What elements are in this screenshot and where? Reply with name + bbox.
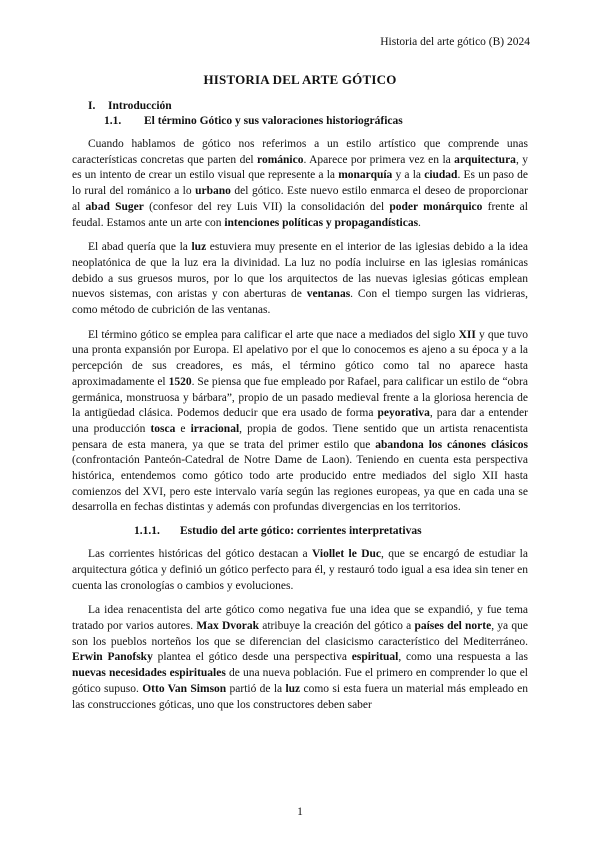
page-number: 1 [297,806,303,818]
section-title: Introducción [108,100,172,112]
section-number: 1.1. [104,115,122,127]
paragraph-5: La idea renacentista del arte gótico como negativa fue una idea que se expandió, y fue tema tratado por varios autores. Max Dvorak atribuye la creación del gótico a países del norte, ya que son los pueblos norteños los que se diferencian del clasicismo característico del Mediterráneo. Erwin Panofsky plantea el gótico desde una perspectiva espiritual, como una respuesta a las nuevas necesidades espirituales de una nueva población. Fue el primero en comprender lo que el gótico supuso. Otto Van Simson partió de la luz como si esta fuera un material más empleado en las construcciones góticas, uno que los constructores deben saber [72,604,529,711]
section-heading-1-1 [104,115,528,127]
paragraph-3: El término gótico se emplea para calificar el arte que nace a mediados del siglo XII y que tuvo una pronta expansión por Europa. El apelativo por el que lo conocemos es ajeno a su época y a la percepción de sus creadores, es más, el término gótico como tal no aparece hasta aproximadamente el 1520. Se piensa que fue empleado por Rafael, para calificar un estilo de “obra germánica, monstruosa y bárbara”, propio de un pasado medieval frente a la gloriosa herencia de la antigüedad clásica. Podemos deducir que era usado de forma peyorativa, para dar a entender una producción tosca e irracional, propia de godos. Tiene sentido que un artista renacentista pensara de esta manera, ya que se trata del primer estilo que abandona los cánones clásicos (confrontación Panteón-Catedral de Notre Dame de Laon). Teniendo en cuenta esta perspectiva histórica, entendemos como gótico todo arte producido entre mediados del siglo XII hasta comienzos del XVI, pero este intervalo varía según las regiones europeas, ya que en cada una se desarrolla en fechas distintas y además con profundas divergencias en los territorios. [72,328,528,514]
paragraph-1: Cuando hablamos de gótico nos referimos a un estilo artístico que comprende unas características concretas que parten del románico. Aparece por primera vez en la arquitectura, y es un intento de crear un estilo visual que represente a la monarquía y a la ciudad. Es un paso de lo rural del románico a lo urbano del gótico. Este nuevo estilo enmarca el deseo de proporcionar al abad Suger (confesor del rey Luis VII) la consolidación del poder monárquico frente al feudal. Estamos ante un arte con intenciones políticas y propagandísticas. [72,138,529,229]
paragraph-2: El abad quería que la luz estuviera muy presente en el interior de las iglesias debido a la idea neoplatónica de que la luz era la divinidad. La luz no podía incluirse en las iglesias románicas debido a sus gruesos muros, por lo que los arquitectos de las nuevas iglesias góticas emplean nuevos sistemas, con aristas y con aberturas de ventanas. Con el tiempo surgen las vidrieras, como método de cubrición de las ventanas. [72,241,529,317]
section-number: I. [88,100,96,112]
section-heading-1 [88,100,528,112]
document-body [72,100,528,722]
paragraph-4: Las corrientes históricas del gótico destacan a Viollet le Duc, que se encargó de estudiar la arquitectura gótica y definió un gótico perfecto para él, y restauró todo igual a esa idea sin tener en cuenta las cronologías o cambios y evoluciones. [72,548,528,592]
running-header: Historia del arte gótico (B) 2024 [380,36,530,48]
section-title: Estudio del arte gótico: corrientes interpretativas [180,525,422,538]
section-number: 1.1.1. [134,525,160,538]
section-heading-1-1-1 [134,525,528,537]
section-title: El término Gótico y sus valoraciones historiográficas [144,115,403,127]
document-title: HISTORIA DEL ARTE GÓTICO [203,72,397,87]
